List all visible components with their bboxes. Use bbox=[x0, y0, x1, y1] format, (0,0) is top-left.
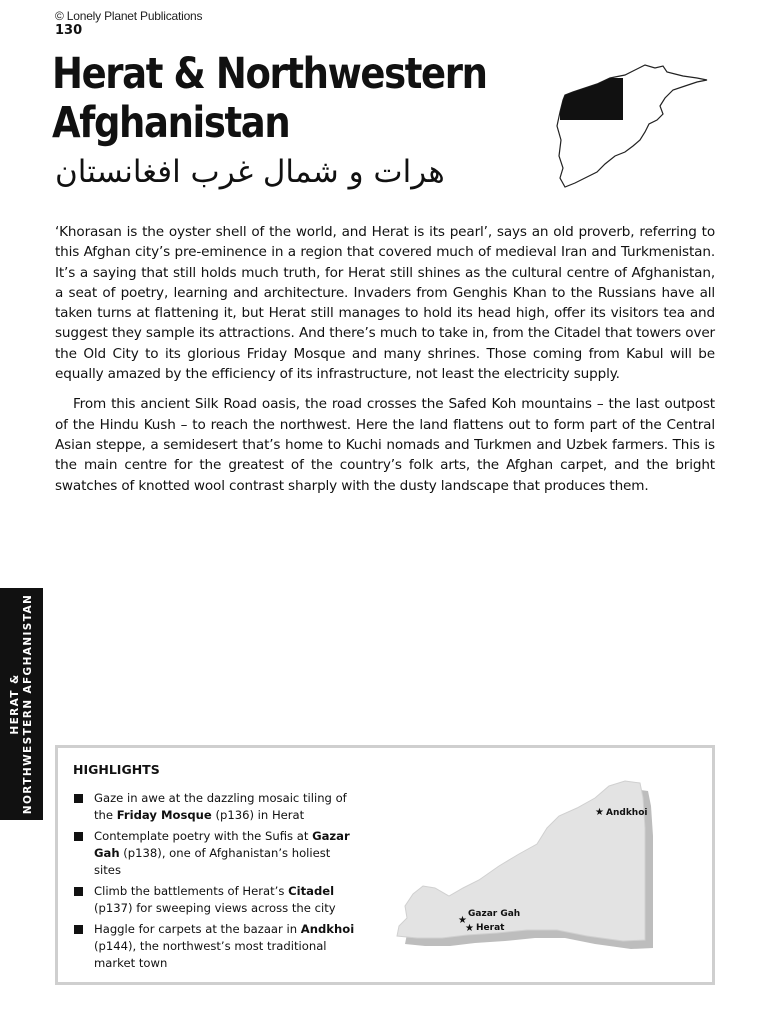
copyright-notice: © Lonely Planet Publications bbox=[55, 9, 203, 23]
bullet-square-icon bbox=[74, 832, 83, 841]
map-label-andkhoi: Andkhoi bbox=[606, 808, 648, 818]
intro-paragraph-1: ‘Khorasan is the oyster shell of the world, and Herat is its pearl’, says an old proverb, referring to this Afghan city’s pre-eminence in a region that covered much of medieval Iran and Turkmenistan. It’s a saying that still holds much truth, for Herat still shines as the cultural centre of Afghanistan, a seat of poetry, learning and architecture. Invaders from Genghis Khan to the Russians have all taken turns at flattening it, but Herat still manages to hold its head high, offer its visitors tea and suggest they sample its attractions. And there’s much to take in, from the Citadel that towers over the Old City to its glorious Friday Mosque and many shrines. Those coming from Kabul will be equally amazed by the efficiency of its infrastructure, not least the electricity supply. bbox=[55, 224, 715, 383]
afghanistan-locator-map bbox=[555, 60, 715, 195]
intro-paragraph-2: From this ancient Silk Road oasis, the road crosses the Safed Koh mountains – the last outpost of the Hindu Kush – to reach the northwest. Here the land flattens out to form part of the Central Asian steppe, a semidesert that’s home to Kuchi nomads and Turkmen and Uzbek farmers. This is the main centre for the greatest of the country’s folk arts, the Afghan carpet, and the bright swatches of knotted wool contrast sharply with the dusty landscape that produces them. bbox=[55, 396, 715, 494]
northwest-region-highlight bbox=[560, 78, 623, 120]
bullet-square-icon bbox=[74, 794, 83, 803]
highlight-text: Haggle for carpets at the bazaar in bbox=[94, 922, 301, 936]
star-icon: ★ bbox=[458, 915, 467, 926]
highlight-place: Friday Mosque bbox=[116, 808, 212, 822]
side-tab-label bbox=[9, 594, 35, 814]
star-icon: ★ bbox=[465, 923, 474, 934]
highlight-text: Climb the battlements of Herat’s bbox=[94, 884, 289, 898]
highlight-text: (p136) in Herat bbox=[211, 808, 305, 822]
highlight-item bbox=[74, 883, 356, 917]
highlight-text: (p137) for sweeping views across the city bbox=[94, 901, 336, 915]
chapter-title-line-2: Afghanistan bbox=[52, 98, 290, 148]
highlight-text: (p138), one of Afghanistan’s holiest sites bbox=[94, 846, 331, 877]
afghanistan-outline bbox=[557, 65, 707, 187]
star-icon: ★ bbox=[595, 807, 604, 818]
highlights-list bbox=[74, 790, 356, 976]
chapter-title bbox=[52, 50, 487, 148]
highlight-item bbox=[74, 790, 356, 824]
chapter-side-tab bbox=[0, 588, 43, 820]
region-map-land bbox=[397, 781, 648, 941]
highlight-item bbox=[74, 828, 356, 879]
region-highlights-map bbox=[395, 776, 695, 956]
chapter-title-arabic: هرات و شمال غرب افغانستان bbox=[55, 154, 445, 190]
highlight-item bbox=[74, 921, 356, 972]
side-tab-line-1: HERAT & bbox=[8, 673, 21, 735]
highlight-text: Contemplate poetry with the Sufis at bbox=[94, 829, 313, 843]
highlight-place: Gazar Gah bbox=[94, 829, 350, 860]
map-label-herat: Herat bbox=[476, 923, 505, 933]
side-tab-line-2: NORTHWESTERN AFGHANISTAN bbox=[21, 593, 34, 815]
highlight-text: Gaze in awe at the dazzling mosaic tiling of the bbox=[94, 791, 347, 822]
highlight-place: Citadel bbox=[288, 884, 335, 898]
chapter-title-line-1: Herat & Northwestern bbox=[52, 49, 487, 99]
highlight-text: (p144), the northwest’s most traditional market town bbox=[94, 939, 327, 970]
chapter-intro bbox=[55, 222, 715, 496]
highlights-heading: HIGHLIGHTS bbox=[73, 762, 160, 777]
map-label-gazar-gah: Gazar Gah bbox=[468, 909, 521, 919]
highlights-box bbox=[55, 745, 715, 985]
highlight-place: Andkhoi bbox=[300, 922, 355, 936]
page-number: 130 bbox=[55, 23, 83, 38]
bullet-square-icon bbox=[74, 925, 83, 934]
bullet-square-icon bbox=[74, 887, 83, 896]
